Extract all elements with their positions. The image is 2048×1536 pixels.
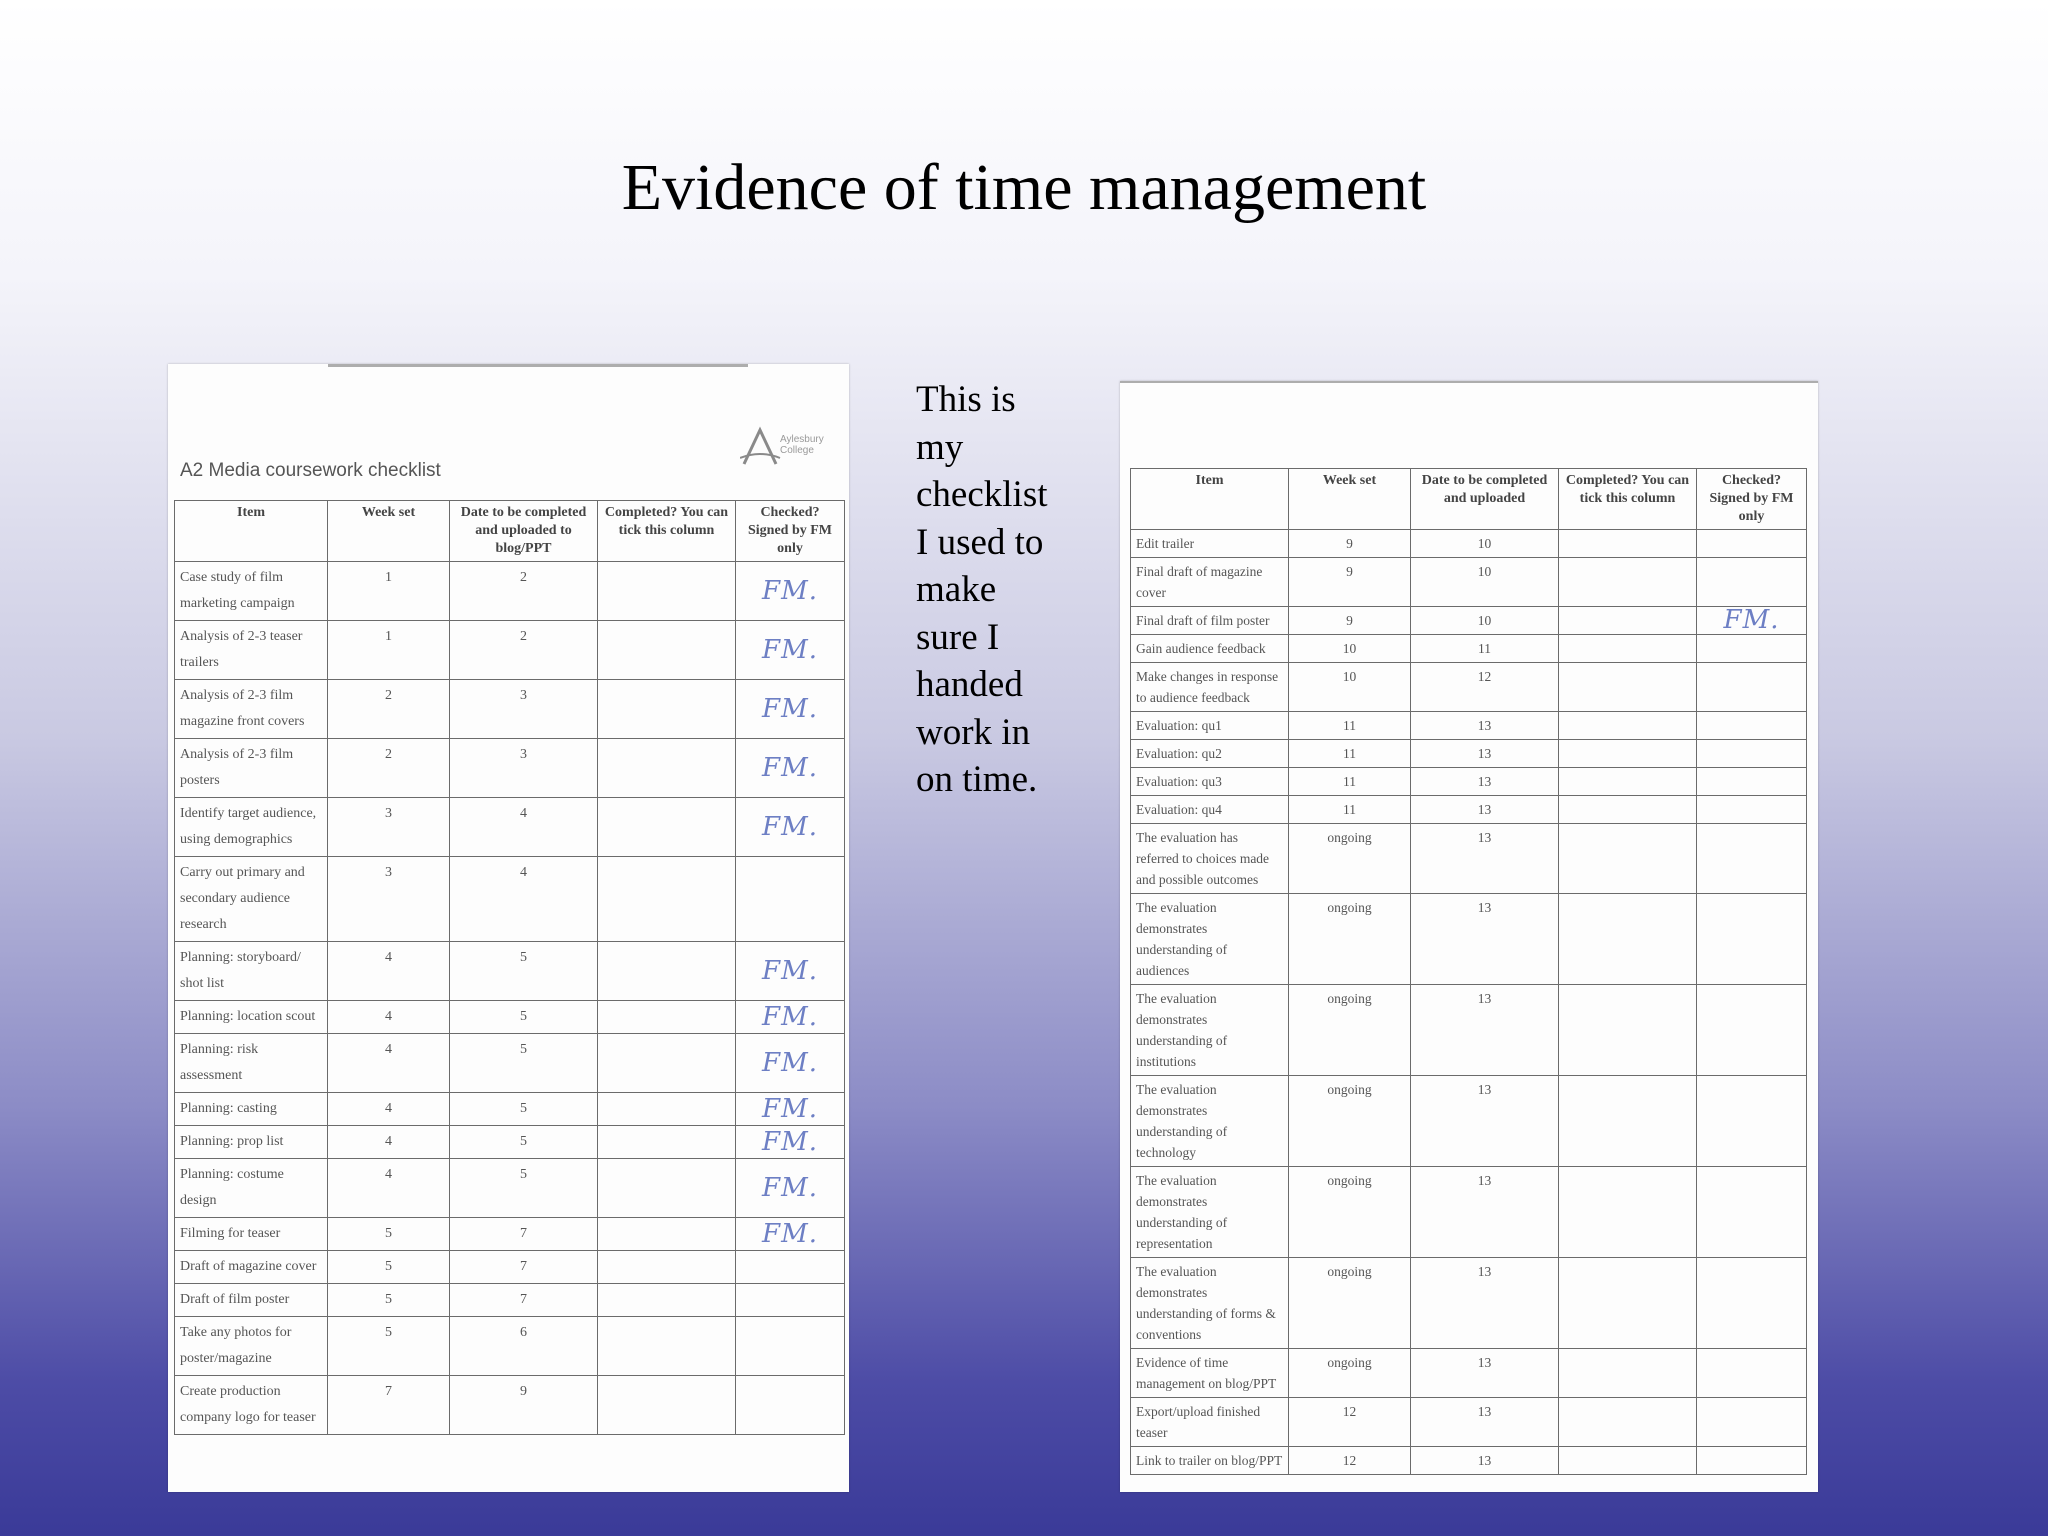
caption <box>916 376 1066 804</box>
header-due-date: Date to be completed and uploaded <box>1411 469 1559 530</box>
row-signature <box>1697 894 1807 985</box>
row-signature <box>1697 768 1807 796</box>
row-signature <box>736 1317 845 1376</box>
row-completed <box>1559 985 1697 1076</box>
row-signature <box>1697 740 1807 768</box>
header-checked: Checked? Signed by FM only <box>1697 469 1807 530</box>
table-row <box>175 1159 845 1218</box>
row-week-set: 7 <box>328 1376 450 1435</box>
row-item: The evaluation has referred to choices made and possible outcomes <box>1131 824 1289 894</box>
row-completed <box>1559 1349 1697 1398</box>
table-row <box>175 1376 845 1435</box>
table-row <box>1131 1447 1807 1475</box>
row-completed <box>598 1284 736 1317</box>
row-completed <box>598 1034 736 1093</box>
row-signature <box>736 1376 845 1435</box>
table-row <box>175 1034 845 1093</box>
table-row <box>1131 663 1807 712</box>
row-signature: FM. <box>736 1218 845 1251</box>
row-week-set: 2 <box>328 739 450 798</box>
table-header-row <box>1131 469 1807 530</box>
row-week-set: 4 <box>328 1034 450 1093</box>
row-item: Planning: casting <box>175 1093 328 1126</box>
row-item: Analysis of 2-3 film posters <box>175 739 328 798</box>
table-header-row <box>175 501 845 562</box>
row-week-set: 9 <box>1289 607 1411 635</box>
caption-line: my <box>916 426 964 468</box>
table-row <box>175 1251 845 1284</box>
header-checked: Checked? Signed by FM only <box>736 501 845 562</box>
row-item: Evidence of time management on blog/PPT <box>1131 1349 1289 1398</box>
row-item: Final draft of magazine cover <box>1131 558 1289 607</box>
header-item: Item <box>175 501 328 562</box>
table-row <box>175 1126 845 1159</box>
row-signature <box>1697 1076 1807 1167</box>
row-completed <box>598 1218 736 1251</box>
row-item: Draft of film poster <box>175 1284 328 1317</box>
row-signature <box>1697 712 1807 740</box>
row-due-date: 13 <box>1411 1447 1559 1475</box>
row-signature <box>1697 635 1807 663</box>
row-signature <box>736 1284 845 1317</box>
row-completed <box>1559 740 1697 768</box>
row-week-set: ongoing <box>1289 985 1411 1076</box>
row-completed <box>1559 530 1697 558</box>
row-item: Analysis of 2-3 teaser trailers <box>175 621 328 680</box>
row-due-date: 13 <box>1411 985 1559 1076</box>
header-completed: Completed? You can tick this column <box>598 501 736 562</box>
row-item: Link to trailer on blog/PPT <box>1131 1447 1289 1475</box>
row-week-set: 11 <box>1289 768 1411 796</box>
table-row <box>175 1218 845 1251</box>
row-signature <box>1697 824 1807 894</box>
row-due-date: 13 <box>1411 768 1559 796</box>
row-week-set: 11 <box>1289 796 1411 824</box>
row-due-date: 9 <box>450 1376 598 1435</box>
row-item: The evaluation demonstrates understanding of technology <box>1131 1076 1289 1167</box>
row-completed <box>1559 1167 1697 1258</box>
row-due-date: 5 <box>450 1034 598 1093</box>
row-signature <box>1697 1258 1807 1349</box>
row-signature <box>1697 530 1807 558</box>
caption-line: sure I <box>916 616 1000 658</box>
row-week-set: 4 <box>328 1093 450 1126</box>
row-week-set: 4 <box>328 1159 450 1218</box>
row-week-set: 4 <box>328 1126 450 1159</box>
row-due-date: 11 <box>1411 635 1559 663</box>
row-completed <box>598 1159 736 1218</box>
table-row <box>1131 824 1807 894</box>
row-item: Evaluation: qu1 <box>1131 712 1289 740</box>
row-signature <box>1697 1349 1807 1398</box>
row-signature <box>1697 663 1807 712</box>
header-week-set: Week set <box>328 501 450 562</box>
header-week-set: Week set <box>1289 469 1411 530</box>
row-week-set: 3 <box>328 857 450 942</box>
row-week-set: 9 <box>1289 530 1411 558</box>
row-item: Draft of magazine cover <box>175 1251 328 1284</box>
row-completed <box>1559 558 1697 607</box>
row-signature: FM. <box>736 1159 845 1218</box>
row-week-set: 4 <box>328 1001 450 1034</box>
row-completed <box>598 1251 736 1284</box>
table-row <box>175 798 845 857</box>
row-completed <box>1559 824 1697 894</box>
row-week-set: 1 <box>328 621 450 680</box>
row-signature <box>1697 985 1807 1076</box>
row-due-date: 4 <box>450 798 598 857</box>
table-row <box>175 857 845 942</box>
row-due-date: 13 <box>1411 1167 1559 1258</box>
table-row <box>175 562 845 621</box>
row-week-set: ongoing <box>1289 824 1411 894</box>
row-week-set: ongoing <box>1289 894 1411 985</box>
row-item: Make changes in response to audience feedback <box>1131 663 1289 712</box>
table-row <box>1131 607 1807 635</box>
row-completed <box>598 621 736 680</box>
table-row <box>1131 796 1807 824</box>
row-signature: FM. <box>736 942 845 1001</box>
row-item: Take any photos for poster/magazine <box>175 1317 328 1376</box>
table-row <box>1131 1398 1807 1447</box>
row-week-set: 4 <box>328 942 450 1001</box>
table-row <box>175 680 845 739</box>
caption-line: work in <box>916 711 1031 753</box>
row-due-date: 5 <box>450 1159 598 1218</box>
scan-edge <box>1120 381 1818 383</box>
row-due-date: 13 <box>1411 796 1559 824</box>
row-signature: FM. <box>1697 607 1807 635</box>
row-week-set: 11 <box>1289 740 1411 768</box>
row-completed <box>598 1376 736 1435</box>
table-row <box>175 1001 845 1034</box>
row-completed <box>1559 663 1697 712</box>
row-due-date: 13 <box>1411 1076 1559 1167</box>
row-due-date: 13 <box>1411 712 1559 740</box>
row-signature <box>1697 1447 1807 1475</box>
table-row <box>1131 1349 1807 1398</box>
row-signature: FM. <box>736 739 845 798</box>
caption-line: handed <box>916 664 1023 705</box>
row-completed <box>1559 607 1697 635</box>
row-item: Evaluation: qu3 <box>1131 768 1289 796</box>
row-item: The evaluation demonstrates understanding of forms & conventions <box>1131 1258 1289 1349</box>
table-row <box>1131 740 1807 768</box>
row-item: The evaluation demonstrates understanding of representation <box>1131 1167 1289 1258</box>
row-week-set: 9 <box>1289 558 1411 607</box>
row-week-set: 12 <box>1289 1447 1411 1475</box>
caption-line: This is <box>916 379 1016 420</box>
row-item: Create production company logo for teaser <box>175 1376 328 1435</box>
caption-line: make <box>916 569 997 610</box>
table-row <box>175 1093 845 1126</box>
row-due-date: 3 <box>450 739 598 798</box>
row-item: Planning: risk assessment <box>175 1034 328 1093</box>
row-completed <box>1559 894 1697 985</box>
row-week-set: ongoing <box>1289 1349 1411 1398</box>
row-week-set: 5 <box>328 1218 450 1251</box>
header-item: Item <box>1131 469 1289 530</box>
row-due-date: 5 <box>450 1001 598 1034</box>
row-item: Identify target audience, using demographics <box>175 798 328 857</box>
row-due-date: 5 <box>450 1126 598 1159</box>
checklist-heading: A2 Media coursework checklist <box>180 460 441 481</box>
row-signature: FM. <box>736 1034 845 1093</box>
row-due-date: 13 <box>1411 894 1559 985</box>
row-signature <box>736 1251 845 1284</box>
checklist-table-right <box>1130 468 1807 1475</box>
caption-line: on time. <box>916 759 1038 800</box>
row-signature <box>1697 796 1807 824</box>
row-completed <box>598 942 736 1001</box>
row-due-date: 13 <box>1411 1398 1559 1447</box>
row-week-set: 11 <box>1289 712 1411 740</box>
row-signature <box>736 857 845 942</box>
row-completed <box>1559 768 1697 796</box>
row-item: Planning: location scout <box>175 1001 328 1034</box>
row-due-date: 5 <box>450 1093 598 1126</box>
row-week-set: 5 <box>328 1251 450 1284</box>
row-signature: FM. <box>736 621 845 680</box>
row-completed <box>598 680 736 739</box>
row-item: Analysis of 2-3 film magazine front covers <box>175 680 328 739</box>
row-signature: FM. <box>736 1093 845 1126</box>
row-item: Carry out primary and secondary audience research <box>175 857 328 942</box>
row-due-date: 13 <box>1411 740 1559 768</box>
row-week-set: 5 <box>328 1284 450 1317</box>
row-item: Filming for teaser <box>175 1218 328 1251</box>
checklist-table-left <box>174 500 845 1435</box>
row-due-date: 6 <box>450 1317 598 1376</box>
row-week-set: 2 <box>328 680 450 739</box>
row-week-set: 10 <box>1289 635 1411 663</box>
table-row <box>1131 635 1807 663</box>
row-completed <box>1559 1258 1697 1349</box>
row-due-date: 13 <box>1411 824 1559 894</box>
row-week-set: 3 <box>328 798 450 857</box>
table-row <box>175 1317 845 1376</box>
row-signature: FM. <box>736 562 845 621</box>
row-week-set: 5 <box>328 1317 450 1376</box>
row-due-date: 12 <box>1411 663 1559 712</box>
checklist-scan-left <box>168 364 849 1492</box>
row-item: Final draft of film poster <box>1131 607 1289 635</box>
row-item: Export/upload finished teaser <box>1131 1398 1289 1447</box>
row-completed <box>1559 635 1697 663</box>
table-row <box>1131 894 1807 985</box>
row-completed <box>598 1126 736 1159</box>
row-completed <box>1559 712 1697 740</box>
row-item: Planning: prop list <box>175 1126 328 1159</box>
row-due-date: 3 <box>450 680 598 739</box>
caption-line: checklist <box>916 474 1048 515</box>
table-row <box>1131 1076 1807 1167</box>
row-signature: FM. <box>736 1126 845 1159</box>
row-week-set: ongoing <box>1289 1167 1411 1258</box>
row-item: The evaluation demonstrates understanding of institutions <box>1131 985 1289 1076</box>
row-signature <box>1697 1167 1807 1258</box>
row-item: Planning: storyboard/ shot list <box>175 942 328 1001</box>
row-completed <box>1559 1398 1697 1447</box>
table-row <box>1131 768 1807 796</box>
row-completed <box>598 1093 736 1126</box>
row-item: Planning: costume design <box>175 1159 328 1218</box>
table-row <box>1131 1167 1807 1258</box>
row-signature: FM. <box>736 798 845 857</box>
row-signature: FM. <box>736 1001 845 1034</box>
row-week-set: 1 <box>328 562 450 621</box>
row-item: Evaluation: qu4 <box>1131 796 1289 824</box>
table-row <box>1131 712 1807 740</box>
row-due-date: 10 <box>1411 530 1559 558</box>
row-completed <box>598 857 736 942</box>
row-signature: FM. <box>736 680 845 739</box>
row-due-date: 5 <box>450 942 598 1001</box>
row-completed <box>598 1317 736 1376</box>
slide-title: Evidence of time management <box>621 151 1427 224</box>
header-completed: Completed? You can tick this column <box>1559 469 1697 530</box>
checklist-scan-right <box>1120 381 1818 1492</box>
row-completed <box>598 562 736 621</box>
row-completed <box>598 1001 736 1034</box>
row-due-date: 10 <box>1411 607 1559 635</box>
table-row <box>175 621 845 680</box>
row-signature <box>1697 1398 1807 1447</box>
row-item: Gain audience feedback <box>1131 635 1289 663</box>
row-week-set: 10 <box>1289 663 1411 712</box>
row-due-date: 2 <box>450 562 598 621</box>
row-signature <box>1697 558 1807 607</box>
row-item: Edit trailer <box>1131 530 1289 558</box>
row-due-date: 13 <box>1411 1258 1559 1349</box>
row-due-date: 2 <box>450 621 598 680</box>
row-week-set: ongoing <box>1289 1258 1411 1349</box>
row-due-date: 7 <box>450 1284 598 1317</box>
table-row <box>1131 558 1807 607</box>
row-due-date: 13 <box>1411 1349 1559 1398</box>
row-completed <box>1559 1447 1697 1475</box>
row-week-set: 12 <box>1289 1398 1411 1447</box>
table-row <box>1131 1258 1807 1349</box>
table-row <box>1131 530 1807 558</box>
college-logo-text: Aylesbury College <box>780 434 824 456</box>
table-row <box>175 942 845 1001</box>
table-row <box>1131 985 1807 1076</box>
row-week-set: ongoing <box>1289 1076 1411 1167</box>
row-completed <box>598 739 736 798</box>
header-due-date: Date to be completed and uploaded to blog/PPT <box>450 501 598 562</box>
row-due-date: 10 <box>1411 558 1559 607</box>
row-item: Case study of film marketing campaign <box>175 562 328 621</box>
row-due-date: 7 <box>450 1251 598 1284</box>
row-completed <box>1559 1076 1697 1167</box>
table-row <box>175 739 845 798</box>
row-due-date: 4 <box>450 857 598 942</box>
row-item: Evaluation: qu2 <box>1131 740 1289 768</box>
caption-line: I used to <box>916 521 1044 563</box>
row-due-date: 7 <box>450 1218 598 1251</box>
table-row <box>175 1284 845 1317</box>
row-item: The evaluation demonstrates understanding of audiences <box>1131 894 1289 985</box>
row-completed <box>598 798 736 857</box>
row-completed <box>1559 796 1697 824</box>
scan-edge <box>328 364 748 367</box>
